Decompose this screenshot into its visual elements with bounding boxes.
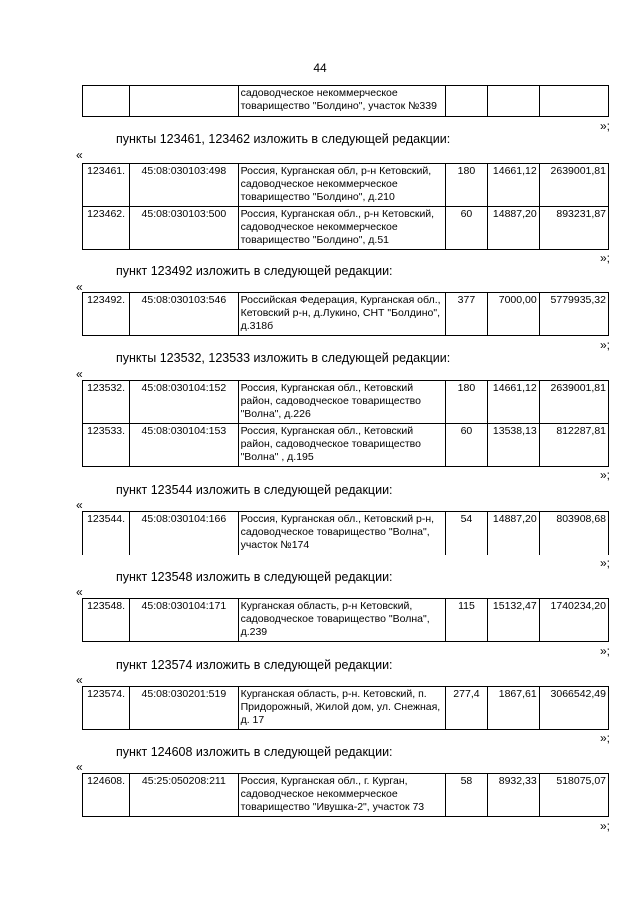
cell-value: 3066542,49 [539, 687, 608, 730]
cell-rate: 7000,00 [487, 293, 539, 336]
cell-area: 54 [446, 512, 487, 555]
cell-address: Курганская область, р-н Кетовский, садоводческое товарищество "Волна", д.239 [238, 599, 446, 642]
table-row [83, 687, 609, 730]
table-row [83, 207, 609, 250]
cell-area: 60 [446, 424, 487, 467]
table-row [83, 381, 609, 424]
cell-cadastral: 45:08:030104:171 [130, 599, 238, 642]
cell-address: Россия, Курганская обл, р-н Кетовский, садоводческое некоммерческое товарищество "Болдино", д.210 [238, 164, 446, 207]
cell-area: 277,4 [446, 687, 487, 730]
cell-value: 2639001,81 [539, 381, 608, 424]
cell-cadastral: 45:08:030104:166 [130, 512, 238, 555]
open-quote: « [76, 760, 83, 774]
section-heading: пункт 123492 изложить в следующей редакции: [116, 264, 393, 278]
open-quote: « [76, 280, 83, 294]
section-heading: пункт 123548 изложить в следующей редакции: [116, 570, 393, 584]
close-quote: »; [599, 819, 610, 833]
cadastral-table [82, 292, 609, 336]
section-heading: пункты 123461, 123462 изложить в следующей редакции: [116, 132, 451, 146]
cell-rate: 1867,61 [487, 687, 539, 730]
cell-cadastral: 45:08:030201:519 [130, 687, 238, 730]
section-heading: пункт 123544 изложить в следующей редакции: [116, 483, 393, 497]
cell-cadastral: 45:25:050208:211 [130, 774, 238, 817]
cell-area: 377 [446, 293, 487, 336]
cell-value [539, 86, 608, 117]
open-quote: « [76, 148, 83, 162]
cell-number: 123574. [83, 687, 130, 730]
close-quote: »; [599, 556, 610, 570]
cell-number: 123544. [83, 512, 130, 555]
cell-value: 518075,07 [539, 774, 608, 817]
cell-value: 5779935,32 [539, 293, 608, 336]
cell-area: 180 [446, 164, 487, 207]
cell-rate: 14887,20 [487, 207, 539, 250]
cell-address: Россия, Курганская обл., г. Курган, садоводческое некоммерческое товарищество "Ивушка-2", участок 73 [238, 774, 446, 817]
cell-cadastral: 45:08:030103:500 [130, 207, 238, 250]
cell-value: 2639001,81 [539, 164, 608, 207]
cell-rate: 14661,12 [487, 381, 539, 424]
cell-rate: 15132,47 [487, 599, 539, 642]
table-row [83, 86, 609, 117]
cell-number: 123462. [83, 207, 130, 250]
cell-value: 803908,68 [539, 512, 608, 555]
table-row [83, 512, 609, 555]
cadastral-table [82, 686, 609, 730]
cell-number: 124608. [83, 774, 130, 817]
cell-cadastral [130, 86, 238, 117]
cell-number: 123533. [83, 424, 130, 467]
cadastral-table [82, 163, 609, 250]
cadastral-table [82, 380, 609, 467]
table-row [83, 164, 609, 207]
cell-number [83, 86, 130, 117]
open-quote: « [76, 673, 83, 687]
cell-area [446, 86, 487, 117]
cell-rate: 8932,33 [487, 774, 539, 817]
cadastral-table [82, 773, 609, 817]
cell-address: Россия, Курганская обл., р-н Кетовский, садоводческое некоммерческое товарищество "Болдино", д.51 [238, 207, 446, 250]
cell-cadastral: 45:08:030104:152 [130, 381, 238, 424]
cell-address: Россия, Курганская обл., Кетовский район, садоводческое товарищество "Волна" , д.195 [238, 424, 446, 467]
open-quote: « [76, 367, 83, 381]
cell-number: 123492. [83, 293, 130, 336]
cell-address: Курганская область, р-н. Кетовский, п. Придорожный, Жилой дом, ул. Снежная, д. 17 [238, 687, 446, 730]
close-quote: »; [599, 338, 610, 352]
close-quote: »; [599, 468, 610, 482]
close-quote: »; [599, 251, 610, 265]
cell-address: Россия, Курганская обл., Кетовский район, садоводческое товарищество "Волна", д.226 [238, 381, 446, 424]
cell-rate [487, 86, 539, 117]
section-heading: пункт 123574 изложить в следующей редакции: [116, 658, 393, 672]
cell-area: 60 [446, 207, 487, 250]
open-quote: « [76, 585, 83, 599]
cell-area: 58 [446, 774, 487, 817]
continuation-table [82, 85, 609, 117]
table-row [83, 293, 609, 336]
open-quote: « [76, 498, 83, 512]
cadastral-table [82, 598, 609, 642]
cell-area: 115 [446, 599, 487, 642]
cell-rate: 14661,12 [487, 164, 539, 207]
cell-value: 893231,87 [539, 207, 608, 250]
cell-number: 123461. [83, 164, 130, 207]
section-heading: пункт 124608 изложить в следующей редакции: [116, 745, 393, 759]
cell-value: 812287,81 [539, 424, 608, 467]
cell-value: 1740234,20 [539, 599, 608, 642]
cell-address: Россия, Курганская обл., Кетовский р-н, садоводческое товарищество "Волна", участок №174 [238, 512, 446, 555]
cell-rate: 14887,20 [487, 512, 539, 555]
cell-number: 123548. [83, 599, 130, 642]
cell-cadastral: 45:08:030103:546 [130, 293, 238, 336]
table-row [83, 424, 609, 467]
cell-address: Российская Федерация, Курганская обл., Кетовский р-н, д.Лукино, СНТ "Болдино", д.318б [238, 293, 446, 336]
cell-address: садоводческое некоммерческое товарищество "Болдино", участок №339 [238, 86, 446, 117]
close-quote: »; [599, 731, 610, 745]
table-row [83, 599, 609, 642]
cell-rate: 13538,13 [487, 424, 539, 467]
cell-area: 180 [446, 381, 487, 424]
page-number: 44 [313, 61, 327, 75]
cadastral-table [82, 511, 609, 555]
section-heading: пункты 123532, 123533 изложить в следующей редакции: [116, 351, 451, 365]
cell-cadastral: 45:08:030104:153 [130, 424, 238, 467]
cell-cadastral: 45:08:030103:498 [130, 164, 238, 207]
cell-number: 123532. [83, 381, 130, 424]
close-quote: »; [599, 644, 610, 658]
close-quote: »; [599, 119, 610, 133]
table-row [83, 774, 609, 817]
